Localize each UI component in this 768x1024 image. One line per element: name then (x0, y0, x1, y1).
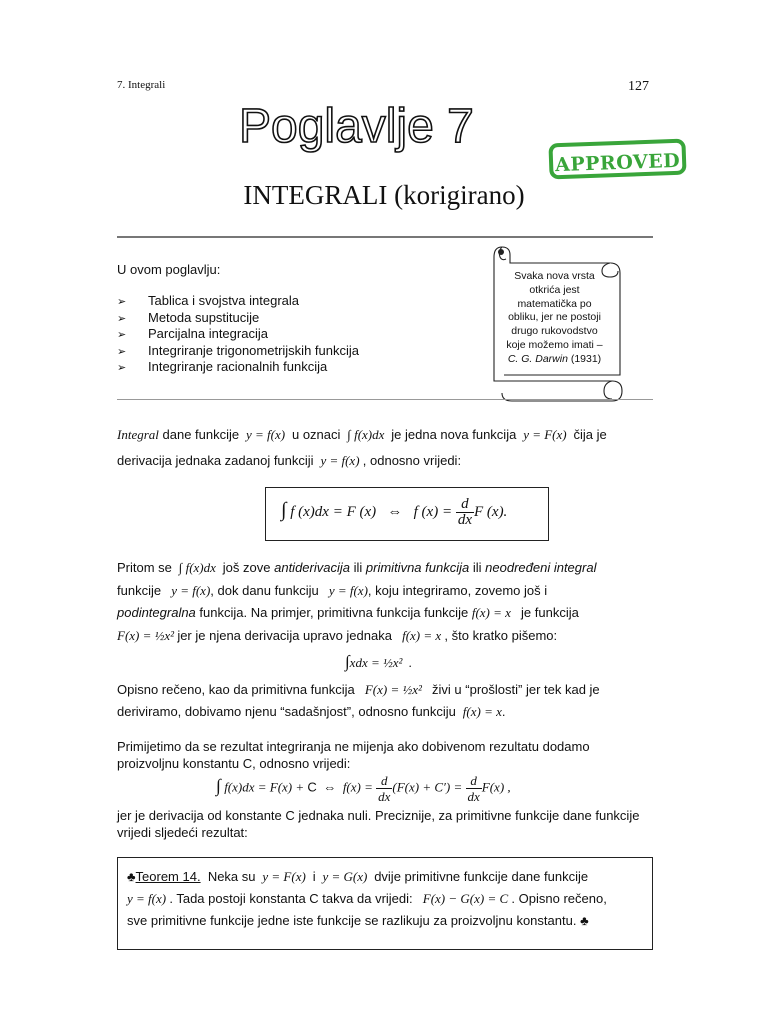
list-item: ➢ Integriranje racionalnih funkcija (117, 359, 359, 376)
arrow-bullet-icon: ➢ (117, 312, 127, 325)
page-number: 127 (628, 79, 649, 94)
paragraph-2-line-1: Pritom se ∫ f(x)dx još zove antiderivacija ili primitivna funkcija ili neodređeni integral (117, 560, 597, 575)
arrow-bullet-icon: ➢ (117, 296, 127, 308)
chapter-heading (236, 96, 536, 156)
paragraph-4-line-2: proizvoljnu konstantu C, odnosno vrijedi: (117, 756, 351, 771)
paragraph-1-line-2: derivacija jednaka zadanoj funkciji y = f(x) , odnosno vrijedi: (117, 453, 462, 468)
list-item: ➢ Tablica i svojstva integrala (117, 293, 359, 310)
definition-formula: ∫ f (x)dx = F (x) ⇔ f (x) = $\frac{d}{dx}$ F (x). (281, 496, 508, 528)
chapter-title: INTEGRALI (korigirano) (243, 180, 525, 210)
paragraph-2-line-2: funkcije y = f(x), dok danu funkciju y = f(x), koju integriramo, zovemo još i (117, 583, 548, 598)
paragraph-2-line-3: podintegralna funkcija. Na primjer, primitivna funkcija funkcije f(x) = x je funkcija (117, 605, 579, 620)
intro-divider (117, 399, 653, 400)
club-icon: ♣ (127, 869, 136, 884)
quote-year: (1931) (570, 352, 602, 365)
paragraph-5-line-2: vrijedi sljedeći rezultat: (117, 825, 248, 840)
paragraph-1-line-1: Integral dane funkcije y = f(x) u oznaci ∫ f(x)dx je jedna nova funkcija y = F(x) čija je (117, 427, 607, 442)
paragraph-5-line-1: jer je derivacija od konstante C jednaka nuli. Preciznije, za primitivne funkcije dane funkcije (117, 808, 640, 823)
chapter-heading-text: Poglavlje 7 (239, 100, 474, 153)
club-icon: ♣ (580, 913, 589, 928)
arrow-bullet-icon: ➢ (117, 345, 127, 358)
running-header: 7. Integrali (117, 79, 166, 91)
theorem-line-3: sve primitivne funkcije jedne iste funkcije se razlikuju za proizvoljnu konstantu. ♣ (127, 913, 589, 928)
quote-author: C. G. Darwin (507, 352, 568, 365)
paragraph-3-line-2: deriviramo, dobivamo njenu “sadašnjost”, odnosno funkciju f(x) = x. (117, 704, 506, 719)
example-formula: ∫xdx = ½x² . (345, 652, 413, 671)
paragraph-4-line-1: Primijetimo da se rezultat integriranja ne mijenja ako dobivenom rezultatu dodamo (117, 739, 590, 754)
intro-label: U ovom poglavlju: (117, 262, 221, 277)
paragraph-3-line-1: Opisno rečeno, kao da primitivna funkcija F(x) = ½x² živi u “prošlosti” jer tek kad je (117, 682, 600, 697)
top-divider (117, 236, 653, 238)
quote: Svaka nova vrsta otkrića jest matematička po obliku, jer ne postoji drugo rukovodstvo koje možemo imati – C. G. Darwin (1931) (506, 270, 603, 365)
constant-formula: ∫ f(x)dx = F(x) + C ⇔ f(x) = $\frac{d}{dx}$ (F(x) + C′) = $\frac{d}{dx}$ F(x) , (216, 773, 511, 804)
theorem-line-1: ♣Teorem 14. Neka su y = F(x) i y = G(x) dvije primitivne funkcije dane funkcije (127, 869, 589, 884)
arrow-bullet-icon: ➢ (117, 362, 127, 374)
list-item: ➢ Parcijalna integracija (117, 326, 359, 343)
paragraph-2-line-4: F(x) = ½x² jer je njena derivacija upravo jednaka f(x) = x , što kratko pišemo: (117, 628, 558, 643)
list-item: ➢ Metoda supstitucije (117, 310, 359, 327)
list-item: ➢ Integriranje trigonometrijskih funkcija (117, 343, 359, 360)
chapter-contents-list (117, 293, 359, 376)
theorem-label: Teorem 14. (135, 869, 201, 884)
approved-stamp: APPROVED (548, 139, 686, 180)
theorem-14 (127, 866, 641, 932)
theorem-line-2: y = f(x) . Tada postoji konstanta C takva da vrijedi: F(x) − G(x) = C . Opisno rečeno, (127, 891, 607, 906)
arrow-bullet-icon: ➢ (117, 329, 127, 341)
